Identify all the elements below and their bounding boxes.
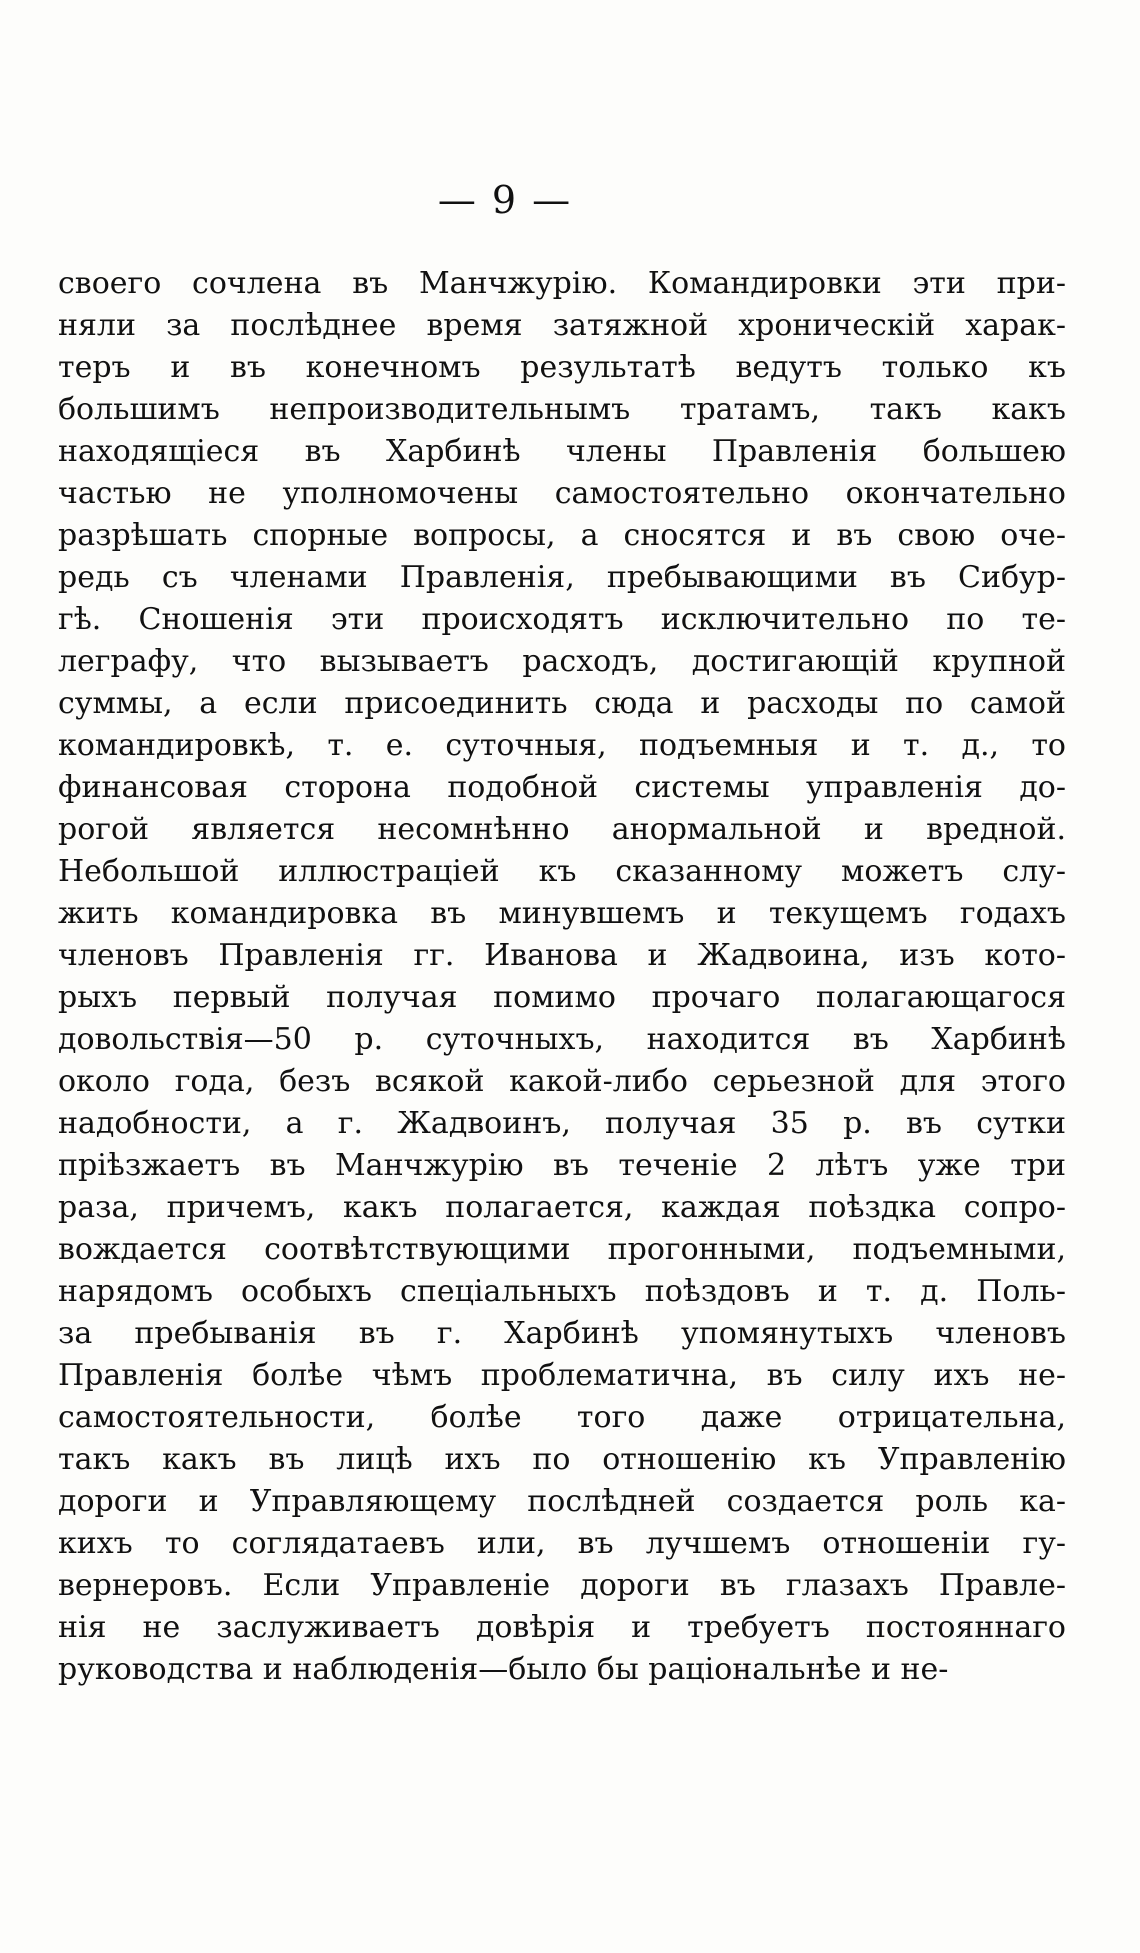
text-line: членовъ Правленія гг. Иванова и Жадвоина, изъ кото- [58,938,1066,973]
text-line: находящіеся въ Харбинѣ члены Правленія большею [58,434,1066,469]
text-line: разрѣшать спорные вопросы, а сносятся и въ свою оче- [58,518,1066,553]
text-line: частью не уполномочены самостоятельно окончательно [58,476,1066,511]
text-line: суммы, а если присоединить сюда и расходы по самой [58,686,1066,721]
page-number [0,178,1140,222]
text-line: гѣ. Сношенія эти происходятъ исключительно по те- [58,602,1066,637]
text-line: большимъ непроизводительнымъ тратамъ, такъ какъ [58,392,1066,427]
text-line: командировкѣ, т. е. суточныя, подъемныя и т. д., то [58,728,1066,763]
text-line: дороги и Управляющему послѣдней создается роль ка- [58,1484,1066,1519]
text-line: руководства и наблюденія—было бы раціональнѣе и не- [58,1652,949,1687]
text-line: жить командировка въ минувшемъ и текущемъ годахъ [58,896,1066,931]
text-line: теръ и въ конечномъ результатѣ ведутъ только къ [58,350,1066,385]
text-line: своего сочлена въ Манчжурію. Командировки эти при- [58,266,1066,301]
page-number-text: — 9 — [437,178,573,222]
text-line: Небольшой иллюстраціей къ сказанному можетъ слу- [58,854,1066,889]
text-line: Правленія болѣе чѣмъ проблематична, въ силу ихъ не- [58,1358,1066,1393]
text-line: вождается соотвѣтствующими прогонными, подъемными, [58,1232,1066,1267]
text-line: леграфу, что вызываетъ расходъ, достигающій крупной [58,644,1066,679]
text-line: кихъ то соглядатаевъ или, въ лучшемъ отношеніи гу- [58,1526,1066,1561]
text-line: редь съ членами Правленія, пребывающими въ Сибур- [58,560,1066,595]
text-line: рыхъ первый получая помимо прочаго полагающагося [58,980,1066,1015]
body-text [58,263,1066,1691]
text-line: около года, безъ всякой какой-либо серьезной для этого [58,1064,1066,1099]
text-line: надобности, а г. Жадвоинъ, получая 35 р. въ сутки [58,1106,1066,1141]
text-line: финансовая сторона подобной системы управленія до- [58,770,1066,805]
text-line: нія не заслуживаетъ довѣрія и требуетъ постояннаго [58,1610,1066,1645]
text-line: няли за послѣднее время затяжной хроническій харак- [58,308,1066,343]
text-line: нарядомъ особыхъ спеціальныхъ поѣздовъ и т. д. Поль- [58,1274,1066,1309]
text-line: вернеровъ. Если Управленіе дороги въ глазахъ Правле- [58,1568,1066,1603]
text-line: рогой является несомнѣнно анормальной и вредной. [58,812,1066,847]
text-line: за пребыванія въ г. Харбинѣ упомянутыхъ членовъ [58,1316,1066,1351]
text-line: довольствія—50 р. суточныхъ, находится въ Харбинѣ [58,1022,1066,1057]
text-line: пріѣзжаетъ въ Манчжурію въ теченіе 2 лѣтъ уже три [58,1148,1066,1183]
text-line: раза, причемъ, какъ полагается, каждая поѣздка сопро- [58,1190,1066,1225]
text-line: такъ какъ въ лицѣ ихъ по отношенію къ Управленію [58,1442,1066,1477]
text-line: самостоятельности, болѣе того даже отрицательна, [58,1400,1066,1435]
